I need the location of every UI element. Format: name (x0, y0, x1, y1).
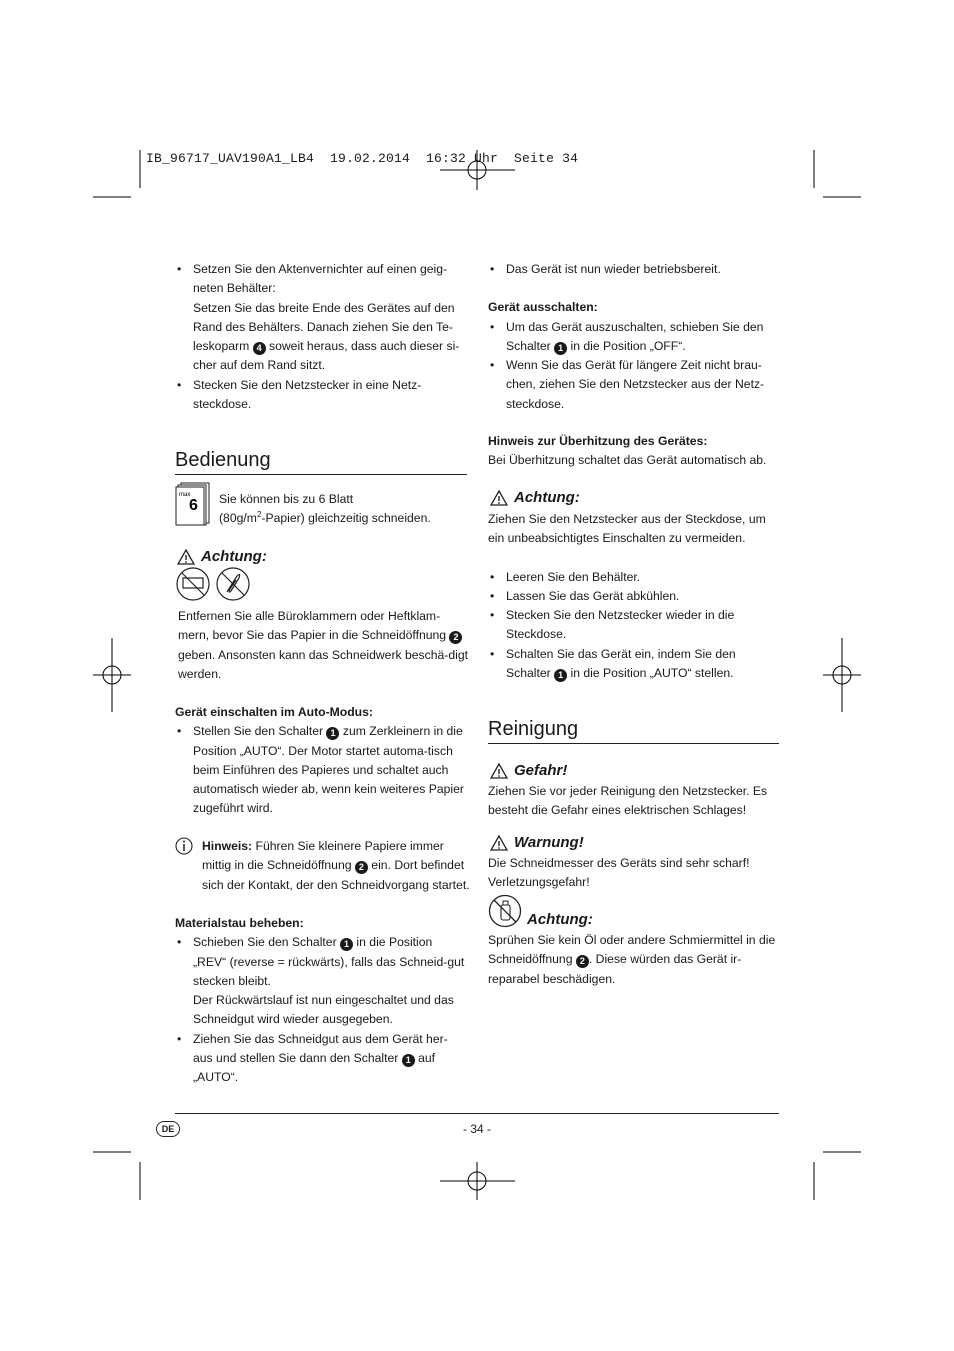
overheat-text: Bei Überhitzung schaltet das Gerät automatisch ab. (488, 453, 767, 468)
warning-achtung-2: Achtung: (490, 488, 580, 508)
overheat-heading: Hinweis zur Überhitzung des Gerätes: (488, 434, 708, 449)
paper-capacity-icon (175, 482, 211, 526)
list-item: • Ziehen Sie das Schneidgut aus dem Gerät her-aus und stellen Sie dann den Schalter 1 auf „AUTO“. (175, 1030, 467, 1088)
warning-gefahr: Gefahr! (490, 761, 567, 781)
warnung-text: Die Schneidmesser des Geräts sind sehr scharf! Verletzungsgefahr! (488, 856, 750, 890)
auto-mode-block (175, 703, 467, 819)
section-title-bedienung: Bedienung (175, 447, 467, 475)
marker-2: 2 (576, 955, 589, 968)
warning-triangle-icon (490, 835, 508, 851)
language-badge: DE (156, 1121, 180, 1137)
marker-2: 2 (355, 861, 368, 874)
marker-1: 1 (554, 669, 567, 682)
hinweis-text: Hinweis: Führen Sie kleinere Papiere immer mittig in die Schneidöffnung 2 ein. Dort befindet sich der Kontakt, der den Schneidvorgang startet. (202, 839, 470, 892)
warning-triangle-icon (490, 763, 508, 779)
info-icon (175, 837, 193, 855)
list-item: • Wenn Sie das Gerät für längere Zeit nicht brau-chen, ziehen Sie den Netzstecker aus der Netz-steckdose. (488, 356, 780, 414)
section-title-reinigung: Reinigung (488, 716, 779, 744)
list-item: • Stecken Sie den Netzstecker in eine Netz-steckdose. (175, 376, 467, 415)
warning-triangle-icon (490, 490, 508, 506)
auto-mode-heading: Gerät einschalten im Auto-Modus: (175, 705, 373, 719)
marker-1: 1 (340, 938, 353, 951)
warning-achtung-3: Achtung: (527, 911, 593, 928)
no-staples-icons (175, 566, 255, 602)
list-item-continuation: Setzen Sie das breite Ende des Gerätes auf den Rand des Behälters. Danach ziehen Sie den Te-leskoparm 4 soweit heraus, dass auch dieser si-cher auf dem Rand sitzt. (193, 300, 460, 373)
jam-block (175, 914, 467, 1088)
list-item: • Stecken Sie den Netzstecker wieder in die Steckdose. (488, 606, 780, 645)
list-item: • Lassen Sie das Gerät abkühlen. (488, 587, 780, 606)
list-item: • Schalten Sie das Gerät ein, indem Sie den Schalter 1 in die Position „AUTO“ stellen. (488, 645, 780, 684)
list-item: • Leeren Sie den Behälter. (488, 568, 780, 587)
list-item: • Schieben Sie den Schalter 1 in die Position „REV“ (reverse = rückwärts), falls das Schneid-gut stecken bleibt. (175, 933, 467, 991)
marker-1: 1 (554, 342, 567, 355)
marker-4: 4 (253, 342, 266, 355)
achtung-2-block: Ziehen Sie den Netzstecker aus der Steckdose, um ein unbeabsichtigtes Einschalten zu vermeiden. • Leeren Sie den Behälter. • Lassen Sie das Gerät abkühlen. • Stecken Sie den Netzstecker wieder in die Steckdose. • Schalten Sie das Gerät ein, indem Sie den Schalter 1 in die Position „AUTO“ stellen. (488, 510, 780, 683)
list-item: • Das Gerät ist nun wieder betriebsbereit. (488, 260, 780, 279)
achtung-3-text: Sprühen Sie kein Öl oder andere Schmiermittel in die Schneidöffnung 2 . Diese würden das Gerät ir-reparabel beschädigen. (488, 933, 776, 986)
capacity-text: Sie können bis zu 6 Blatt $(80g/m^2-Papier)$ gleichzeitig schneiden. (219, 492, 431, 526)
no-oil-spray-icon (488, 894, 522, 928)
warning-achtung-1: Achtung: (177, 547, 267, 567)
print-header: IB_96717_UAV190A1_LB4 19.02.2014 16:32 Uhr Seite 34 (146, 151, 579, 166)
footer-rule (175, 1113, 779, 1114)
off-heading: Gerät ausschalten: (488, 300, 598, 315)
marker-1: 1 (402, 1054, 415, 1067)
page-number: - 34 - (462, 1122, 491, 1136)
list-item-continuation: Der Rückwärtslauf ist nun eingeschaltet und das Schneidgut wird wieder ausgegeben. (193, 993, 454, 1027)
svg-text:6: 6 (189, 497, 198, 514)
warning-triangle-icon (177, 549, 195, 565)
jam-heading: Materialstau beheben: (175, 916, 304, 930)
gefahr-text: Ziehen Sie vor jeder Reinigung den Netzstecker. Es besteht die Gefahr eines elektrischen Schlages! (488, 784, 768, 818)
right-column-top (488, 260, 780, 471)
list-item: • Um das Gerät auszuschalten, schieben Sie den Schalter 1 in die Position „OFF“. (488, 318, 780, 357)
marker-1: 1 (326, 727, 339, 740)
left-column (175, 260, 467, 414)
achtung-1-text: Entfernen Sie alle Büroklammern oder Heftklam-mern, bevor Sie das Papier in die Schneidöffnung 2 geben. Ansonsten kann das Schneidwerk beschä-digt werden. (178, 609, 468, 681)
svg-text:max: max (179, 492, 191, 498)
marker-2: 2 (449, 631, 462, 644)
list-item: • Stellen Sie den Schalter 1 zum Zerkleinern in die Position „AUTO“. Der Motor startet automa-tisch beim Einführen des Papieres und schaltet auch automatisch wieder ab, wenn kein weiteres Papier zugeführt wird. (175, 722, 467, 818)
warning-warnung: Warnung! (490, 833, 584, 853)
list-item: • Setzen Sie den Aktenvernichter auf einen geig-neten Behälter: (175, 260, 467, 299)
